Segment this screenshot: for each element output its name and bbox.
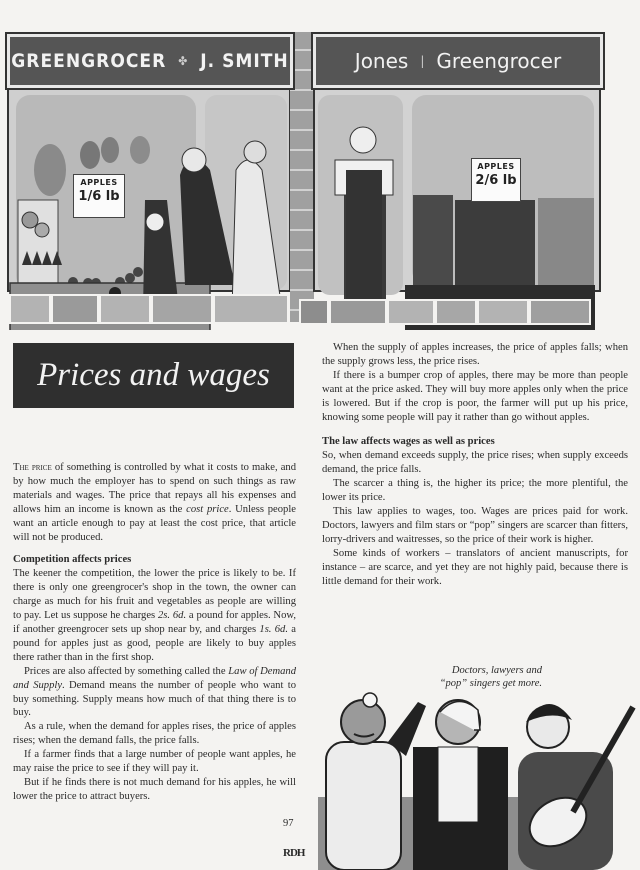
- artist-signature: RDH: [283, 847, 305, 859]
- text: a pound for apples. Now, if another greengrocer sets up shop near by, and charges: [13, 610, 296, 635]
- sign-jones-text: Jones: [354, 49, 409, 73]
- italic-term: cost price: [186, 503, 229, 515]
- paragraph: [13, 665, 296, 721]
- right-column: [322, 341, 628, 588]
- paragraph: If there is a bumper crop of apples, there may be more than people want at the price asked. They will buy more apples only when the price is lowered. But if the crop is poor, the farmer will put up his price, knowing some people will pay it rather than go without apples.: [322, 369, 628, 423]
- paragraph: As a rule, when the demand for apples rises, the price of apples rises; when the demand falls, the price falls.: [13, 721, 296, 747]
- left-column: [13, 461, 296, 804]
- paragraph: When the supply of apples increases, the price of apples falls; when the supply grows less, the price rises.: [322, 342, 628, 367]
- divider-ornament-icon: |: [420, 54, 425, 68]
- page-number: 97: [283, 818, 294, 829]
- professions-illustration: [318, 672, 640, 870]
- intro-paragraph: [13, 461, 296, 544]
- section-heading: The law affects wages as well as prices: [322, 436, 495, 448]
- paragraph: The scarcer a thing is, the higher its price; the more plentiful, the lower its price.: [322, 478, 628, 504]
- smith-shop-sign: [7, 34, 293, 88]
- sign-greengrocer-text: Greengrocer: [436, 49, 562, 73]
- sign-greengrocer-text: GREENGROCER: [11, 50, 167, 72]
- paragraph: [13, 567, 296, 664]
- price-text: 1s. 6d.: [259, 623, 288, 635]
- price-tag-label: APPLES: [477, 162, 515, 171]
- text: . Unless people want an article enough to pay at least the cost price, that article will not be produced.: [13, 503, 296, 543]
- text: of something is controlled by what it costs to make, and by how much the employer has to spend on such things as raw materials and wages. The price that repays all his expenses and allows him an income is known as the: [13, 462, 297, 515]
- jones-shop-sign: [313, 34, 603, 88]
- sign-smith-text: J. SMITH: [200, 50, 289, 72]
- diamond-ornament-icon: ✤: [178, 54, 189, 68]
- text: The keener the competition, the lower the price is likely to be. If there is only one greengrocer's shop in the town, the owner can charge as much for his fruit and vegetables as people are willing to pay. Let us suppose he charges: [13, 568, 296, 622]
- paragraph: But if he finds there is not much demand for his apples, he will lower the price to attract buyers.: [13, 776, 296, 802]
- text: . Demand means the number of people who want to buy something. Supply means how much of that thing there is to buy.: [13, 679, 296, 719]
- text: a pound for apples just as good, people are likely to buy apples there rather than in the first shop.: [13, 623, 296, 663]
- section-heading: Competition affects prices: [13, 554, 132, 566]
- title-banner: [13, 343, 294, 408]
- paragraph: If a farmer finds that a large number of people want apples, he may raise the price to see if they will pay it.: [13, 749, 296, 775]
- paragraph: So, when demand exceeds supply, the price rises; when supply exceeds demand, the price falls.: [322, 450, 628, 476]
- price-tag-label: APPLES: [80, 178, 118, 187]
- italic-term: Law of Demand and Supply: [13, 665, 297, 691]
- page-title: Prices and wages: [37, 357, 270, 393]
- jones-apple-price-tag: [471, 158, 521, 202]
- shopfront-illustration: [0, 0, 640, 330]
- smith-apple-price-tag: [73, 174, 125, 218]
- lead-in: The price: [13, 462, 52, 473]
- illustration-caption: Doctors, lawyers and “pop” singers get more.: [439, 665, 542, 689]
- price-text: 2s. 6d.: [158, 610, 187, 622]
- paragraph: Some kinds of workers – translators of ancient manuscripts, for instance – are scarce, and yet they are not highly paid, because there is little demand for their work.: [322, 547, 628, 587]
- paragraph: This law applies to wages, too. Wages are prices paid for work. Doctors, lawyers and film stars or “pop” singers are scarcer than fitters, lorry-drivers and waitresses, so the price of their work is higher.: [322, 505, 628, 545]
- price-tag-price: 1/6 lb: [78, 189, 120, 204]
- price-tag-price: 2/6 lb: [475, 173, 517, 188]
- text: Prices are also affected by something called the: [24, 665, 229, 677]
